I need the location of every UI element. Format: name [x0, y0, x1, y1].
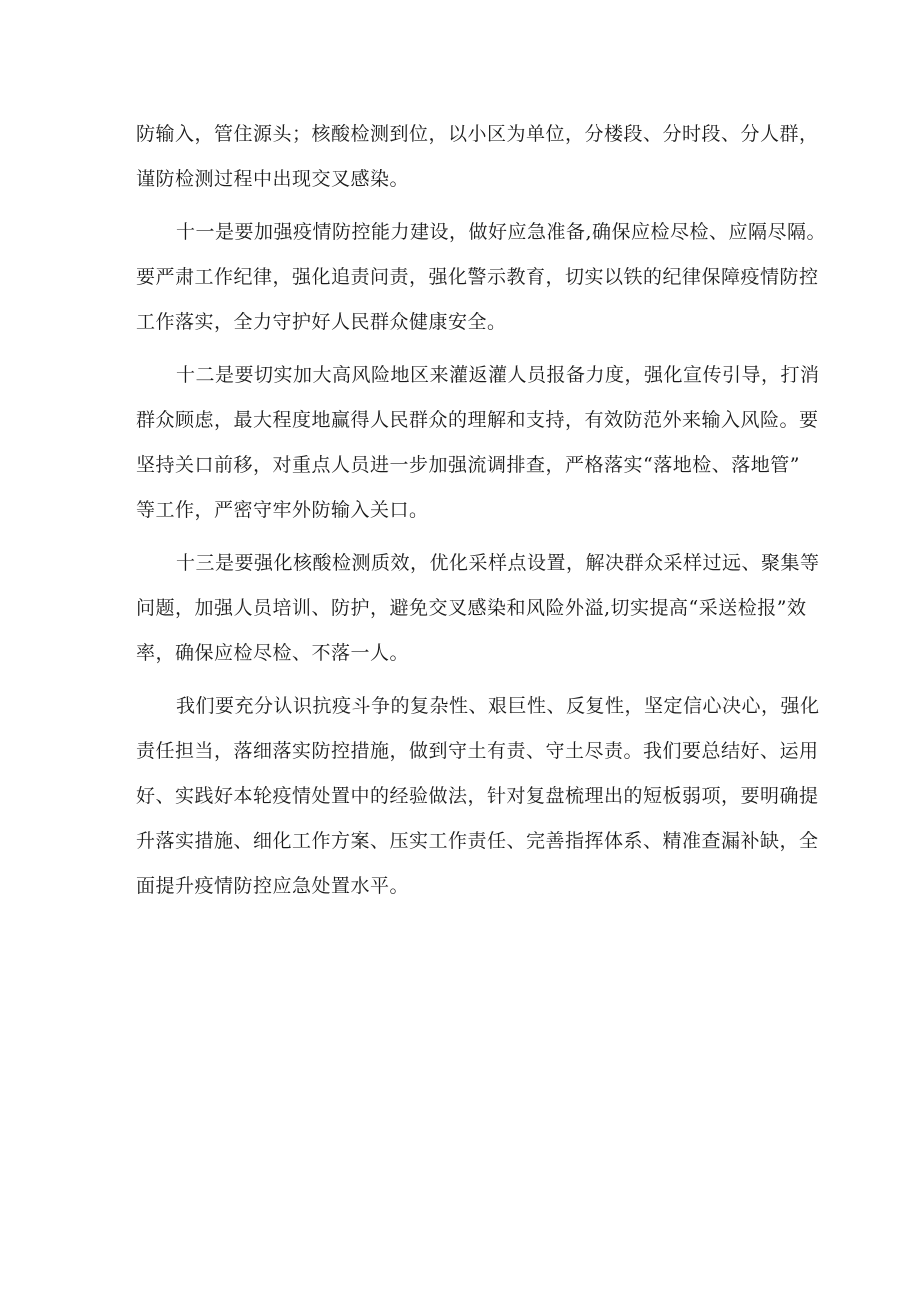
- text-line: 坚持关口前移，对重点人员进一步加强流调排查，严格落实“落地检、落地管”: [136, 454, 800, 476]
- paragraph-1: [136, 112, 819, 202]
- text-line: 要严肃工作纪律，强化追责问责，强化警示教育，切实以铁的纪律保障疫情防控: [136, 266, 819, 288]
- text-line: 等工作，严密守牢外防输入关口。: [136, 499, 429, 521]
- text-line: 谨防检测过程中出现交叉感染。: [136, 168, 410, 190]
- text-line: 十三是要强化核酸检测质效，优化采样点设置，解决群众采样过远、聚集等: [176, 552, 820, 574]
- text-line: 群众顾虑，最大程度地赢得人民群众的理解和支持，有效防范外来输入风险。要: [136, 409, 819, 431]
- paragraph-4: [136, 541, 820, 676]
- paragraph-2: [136, 210, 827, 345]
- text-line: 防输入，管住源头；核酸检测到位，以小区为单位，分楼段、分时段、分人群，: [136, 123, 819, 145]
- text-line: 率，确保应检尽检、不落一人。: [136, 642, 410, 664]
- text-line: 升落实措施、细化工作方案、压实工作责任、完善指挥体系、精准查漏补缺，全: [136, 830, 819, 852]
- text-line: 好、实践好本轮疫情处置中的经验做法，针对复盘梳理出的短板弱项，要明确提: [136, 785, 819, 807]
- text-line: 十一是要加强疫情防控能力建设，做好应急准备,确保应检尽检、应隔尽隔。: [176, 221, 827, 243]
- paragraph-5: [136, 684, 820, 909]
- text-line: 责任担当，落细落实防控措施，做到守土有责、守土尽责。我们要总结好、运用: [136, 740, 819, 762]
- text-line: 十二是要切实加大高风险地区来灌返灌人员报备力度，强化宣传引导，打消: [176, 364, 820, 386]
- document-body: [136, 112, 827, 917]
- text-line: 我们要充分认识抗疫斗争的复杂性、艰巨性、反复性，坚定信心决心，强化: [176, 695, 820, 717]
- text-line: 工作落实，全力守护好人民群众健康安全。: [136, 311, 507, 333]
- paragraph-3: [136, 353, 820, 533]
- text-line: 问题，加强人员培训、防护，避免交叉感染和风险外溢,切实提高“采送检报”效: [136, 597, 807, 619]
- text-line: 面提升疫情防控应急处置水平。: [136, 875, 410, 897]
